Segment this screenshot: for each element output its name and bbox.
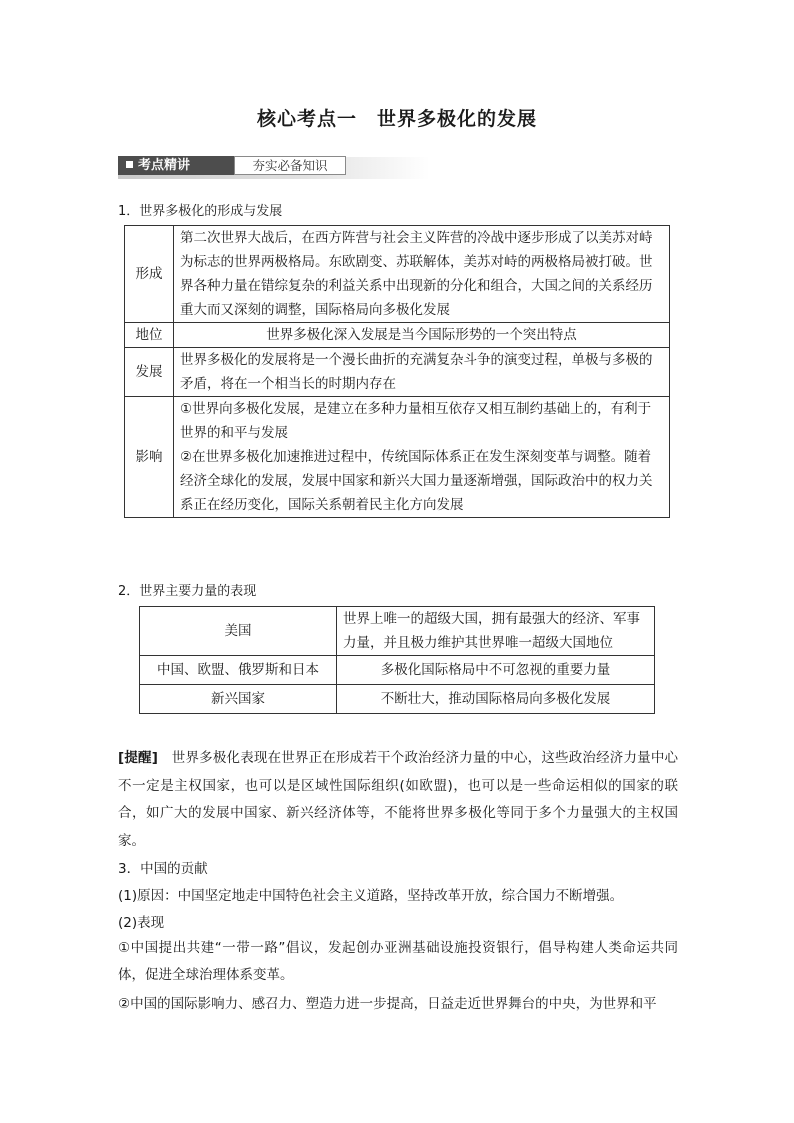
row-text: 第二次世界大战后，在西方阵营与社会主义阵营的冷战中逐步形成了以美苏对峙为标志的世界两极格局。东欧剧变、苏联解体，美苏对峙的两极格局被打破。世界各种力量在错综复杂的利益关系中出现新的分化和组合，大国之间的关系经历重大而又深刻的调整，国际格局向多极化发展	[174, 226, 670, 323]
table-row	[125, 323, 670, 348]
section3-heading: 3．中国的贡献	[118, 861, 208, 877]
section2-heading: 2．世界主要力量的表现	[118, 584, 257, 599]
expression-item-2: ②中国的国际影响力、感召力、塑造力进一步提高，日益走近世界舞台的中央，为世界和平	[118, 996, 657, 1012]
tip-text: 世界多极化表现在世界正在形成若干个政治经济力量的中心，这些政治经济力量中心不一定是主权国家，也可以是区域性国际组织(如欧盟)，也可以是一些命运相似的国家的联合，如广大的发展中国家、新兴经济体等，不能将世界多极化等同于多个力量强大的主权国家。	[118, 750, 679, 849]
section1-heading: 1．世界多极化的形成与发展	[118, 204, 283, 219]
power-name: 美国	[140, 607, 337, 656]
page-title: 核心考点一 世界多极化的发展	[256, 108, 537, 130]
table-row	[140, 656, 655, 685]
power-name: 新兴国家	[140, 685, 337, 714]
power-desc: 世界上唯一的超级大国，拥有最强大的经济、军事力量，并且极力维护其世界唯一超级大国地位	[337, 607, 655, 656]
row-text: 世界多极化的发展将是一个漫长曲折的充满复杂斗争的演变过程，单极与多极的矛盾，将在一个相当长的时期内存在	[174, 348, 670, 397]
impact-item-1: ①世界向多极化发展，是建立在多种力量相互依存又相互制约基础上的，有利于世界的和平与发展	[180, 401, 652, 441]
row-text: 世界多极化深入发展是当今国际形势的一个突出特点	[174, 323, 670, 348]
tip-paragraph	[118, 745, 678, 855]
section-banner	[118, 155, 430, 181]
row-label: 地位	[125, 323, 174, 348]
power-name: 中国、欧盟、俄罗斯和日本	[140, 656, 337, 685]
table-row	[125, 397, 670, 518]
power-desc: 多极化国际格局中不可忽视的重要力量	[337, 656, 655, 685]
row-text	[174, 397, 670, 518]
multipolarity-table	[124, 225, 670, 518]
table-row	[140, 607, 655, 656]
expression-item-1: ①中国提出共建“一带一路”倡议，发起创办亚洲基础设施投资银行，倡导构建人类命运共同体，促进全球治理体系变革。	[118, 940, 678, 983]
banner-dark-text: 考点精讲	[138, 158, 191, 173]
banner-light-label: 夯实必备知识	[234, 156, 346, 175]
table-row	[125, 348, 670, 397]
row-label: 形成	[125, 226, 174, 323]
power-desc: 不断壮大，推动国际格局向多极化发展	[337, 685, 655, 714]
square-icon	[126, 161, 133, 168]
table-row	[125, 226, 670, 323]
expression-heading: (2)表现	[118, 915, 165, 931]
row-label: 影响	[125, 397, 174, 518]
row-label: 发展	[125, 348, 174, 397]
banner-dark-label	[118, 156, 234, 175]
major-powers-table	[139, 606, 655, 714]
reason-text: (1)原因：中国坚定地走中国特色社会主义道路，坚持改革开放，综合国力不断增强。	[118, 888, 624, 904]
table-row	[140, 685, 655, 714]
tip-label: [提醒]	[118, 750, 158, 766]
impact-item-2: ②在世界多极化加速推进过程中，传统国际体系正在发生深刻变革与调整。随着经济全球化的发展，发展中国家和新兴大国力量逐渐增强，国际政治中的权力关系正在经历变化，国际关系朝着民主化方向发展	[180, 449, 653, 513]
